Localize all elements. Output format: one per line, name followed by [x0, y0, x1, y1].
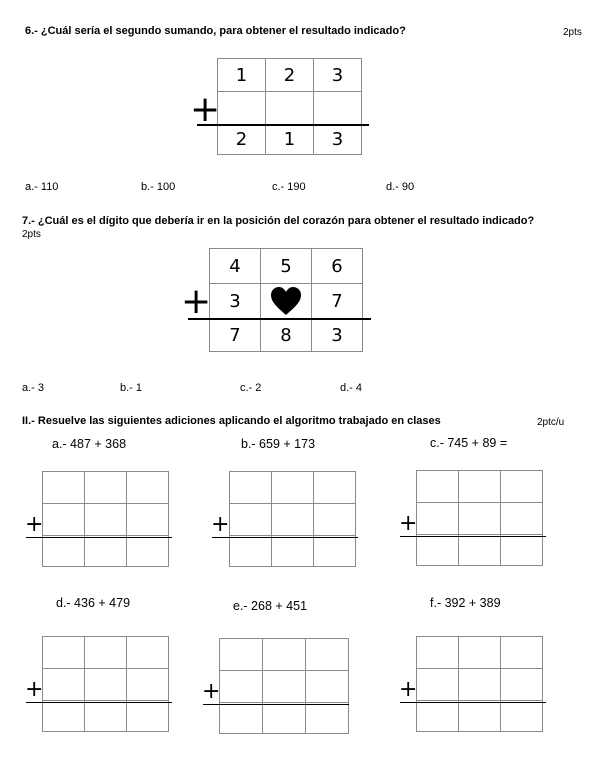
grid-cell[interactable]: [459, 669, 501, 701]
q7-option-d[interactable]: d.- 4: [340, 382, 363, 394]
exercise-e-plus: +: [202, 679, 221, 704]
q7-points: 2pts: [22, 229, 41, 240]
grid-cell[interactable]: [43, 504, 85, 536]
q7-option-c[interactable]: c.- 2: [240, 382, 262, 394]
q6-answer-cell[interactable]: [218, 92, 266, 125]
q6-plus-sign: +: [190, 89, 221, 130]
grid-cell[interactable]: [43, 701, 85, 732]
exercise-f-grid[interactable]: [416, 636, 543, 732]
grid-cell[interactable]: [220, 703, 263, 734]
exercise-b-plus: +: [211, 512, 230, 537]
grid-cell[interactable]: [306, 671, 349, 703]
grid-cell[interactable]: [127, 669, 169, 701]
exercise-c-grid[interactable]: [416, 470, 543, 566]
grid-cell[interactable]: [306, 703, 349, 734]
grid-cell[interactable]: [220, 671, 263, 703]
grid-cell[interactable]: [43, 472, 85, 504]
exercise-a-plus: +: [25, 512, 44, 537]
exercise-e-label: e.- 268 + 451: [233, 599, 308, 613]
grid-cell[interactable]: [127, 637, 169, 669]
exercise-b-grid[interactable]: [229, 471, 356, 567]
exercise-a-grid[interactable]: [42, 471, 169, 567]
grid-cell[interactable]: [272, 472, 314, 504]
grid-cell[interactable]: [263, 703, 306, 734]
exercise-c-label: c.- 745 + 89 =: [430, 436, 508, 450]
grid-cell[interactable]: [43, 536, 85, 567]
q7-title: 7.- ¿Cuál es el dígito que debería ir en la posición del corazón para obtener el resultado indicado?: [22, 215, 535, 227]
exercise-d-plus: +: [25, 677, 44, 702]
q7-addition-grid: [209, 248, 363, 352]
grid-cell[interactable]: [127, 472, 169, 504]
grid-cell[interactable]: [501, 669, 543, 701]
grid-cell[interactable]: [459, 503, 501, 535]
grid-cell[interactable]: [501, 535, 543, 566]
q7-heart-cell: [261, 284, 312, 319]
grid-cell[interactable]: [417, 669, 459, 701]
exercise-f-label: f.- 392 + 389: [430, 596, 501, 610]
grid-cell[interactable]: [417, 637, 459, 669]
grid-cell[interactable]: [230, 472, 272, 504]
q6-answer-cell[interactable]: [314, 92, 362, 125]
grid-cell[interactable]: [501, 637, 543, 669]
q6-cell: 1: [218, 59, 266, 92]
q7-option-a[interactable]: a.- 3: [22, 382, 45, 394]
grid-cell[interactable]: [127, 504, 169, 536]
q7-plus-sign: +: [181, 281, 212, 322]
grid-cell[interactable]: [220, 639, 263, 671]
grid-cell[interactable]: [501, 503, 543, 535]
q6-title: 6.- ¿Cuál sería el segundo sumando, para obtener el resultado indicado?: [25, 25, 406, 37]
grid-cell[interactable]: [272, 504, 314, 536]
q6-option-c[interactable]: c.- 190: [272, 181, 306, 193]
grid-cell[interactable]: [501, 471, 543, 503]
exercise-a-label: a.- 487 + 368: [52, 437, 127, 451]
grid-cell[interactable]: [85, 637, 127, 669]
grid-cell[interactable]: [85, 536, 127, 567]
grid-cell[interactable]: [43, 637, 85, 669]
grid-cell[interactable]: [459, 637, 501, 669]
section2-title: II.- Resuelve las siguientes adiciones aplicando el algoritmo trabajado en clases: [22, 415, 441, 427]
q6-sum-line: [197, 124, 369, 126]
q7-sum-line: [188, 318, 371, 320]
exercise-b-sum-line: [212, 537, 358, 538]
heart-icon: [270, 286, 302, 316]
exercise-e-grid[interactable]: [219, 638, 349, 734]
q6-answer-cell[interactable]: [266, 92, 314, 125]
grid-cell[interactable]: [85, 669, 127, 701]
grid-cell[interactable]: [306, 639, 349, 671]
q6-cell: 2: [266, 59, 314, 92]
grid-cell[interactable]: [314, 472, 356, 504]
grid-cell[interactable]: [85, 472, 127, 504]
grid-cell[interactable]: [127, 536, 169, 567]
grid-cell[interactable]: [417, 701, 459, 732]
grid-cell[interactable]: [417, 471, 459, 503]
grid-cell[interactable]: [272, 536, 314, 567]
grid-cell[interactable]: [417, 535, 459, 566]
q6-option-b[interactable]: b.- 100: [141, 181, 176, 193]
section2-points: 2ptc/u: [537, 417, 565, 428]
q6-cell: 2: [218, 125, 266, 155]
grid-cell[interactable]: [501, 701, 543, 732]
grid-cell[interactable]: [230, 536, 272, 567]
grid-cell[interactable]: [459, 535, 501, 566]
grid-cell[interactable]: [85, 701, 127, 732]
q7-option-b[interactable]: b.- 1: [120, 382, 143, 394]
exercise-f-plus: +: [399, 677, 418, 702]
exercise-d-grid[interactable]: [42, 636, 169, 732]
q6-points: 2pts: [563, 27, 582, 38]
q7-cell: 3: [210, 284, 261, 319]
grid-cell[interactable]: [230, 504, 272, 536]
q7-cell: 7: [312, 284, 363, 319]
grid-cell[interactable]: [43, 669, 85, 701]
q7-cell: 8: [261, 319, 312, 352]
exercise-f-sum-line: [400, 702, 546, 703]
exercise-d-label: d.- 436 + 479: [56, 596, 131, 610]
exercise-e-sum-line: [203, 704, 349, 705]
q7-cell: 3: [312, 319, 363, 352]
q6-option-a[interactable]: a.- 110: [25, 181, 59, 193]
grid-cell[interactable]: [459, 471, 501, 503]
q6-cell: 1: [266, 125, 314, 155]
grid-cell[interactable]: [417, 503, 459, 535]
q6-option-d[interactable]: d.- 90: [386, 181, 415, 193]
grid-cell[interactable]: [85, 504, 127, 536]
exercise-a-sum-line: [26, 537, 172, 538]
exercise-c-plus: +: [399, 511, 418, 536]
q7-cell: 5: [261, 249, 312, 284]
q7-cell: 4: [210, 249, 261, 284]
exercise-b-label: b.- 659 + 173: [241, 437, 316, 451]
q6-cell: 3: [314, 59, 362, 92]
grid-cell[interactable]: [263, 639, 306, 671]
exercise-c-sum-line: [400, 536, 546, 537]
grid-cell[interactable]: [314, 536, 356, 567]
q7-cell: 6: [312, 249, 363, 284]
grid-cell[interactable]: [127, 701, 169, 732]
q6-addition-grid: [217, 58, 362, 155]
q6-cell: 3: [314, 125, 362, 155]
q7-cell: 7: [210, 319, 261, 352]
grid-cell[interactable]: [314, 504, 356, 536]
exercise-d-sum-line: [26, 702, 172, 703]
grid-cell[interactable]: [459, 701, 501, 732]
grid-cell[interactable]: [263, 671, 306, 703]
